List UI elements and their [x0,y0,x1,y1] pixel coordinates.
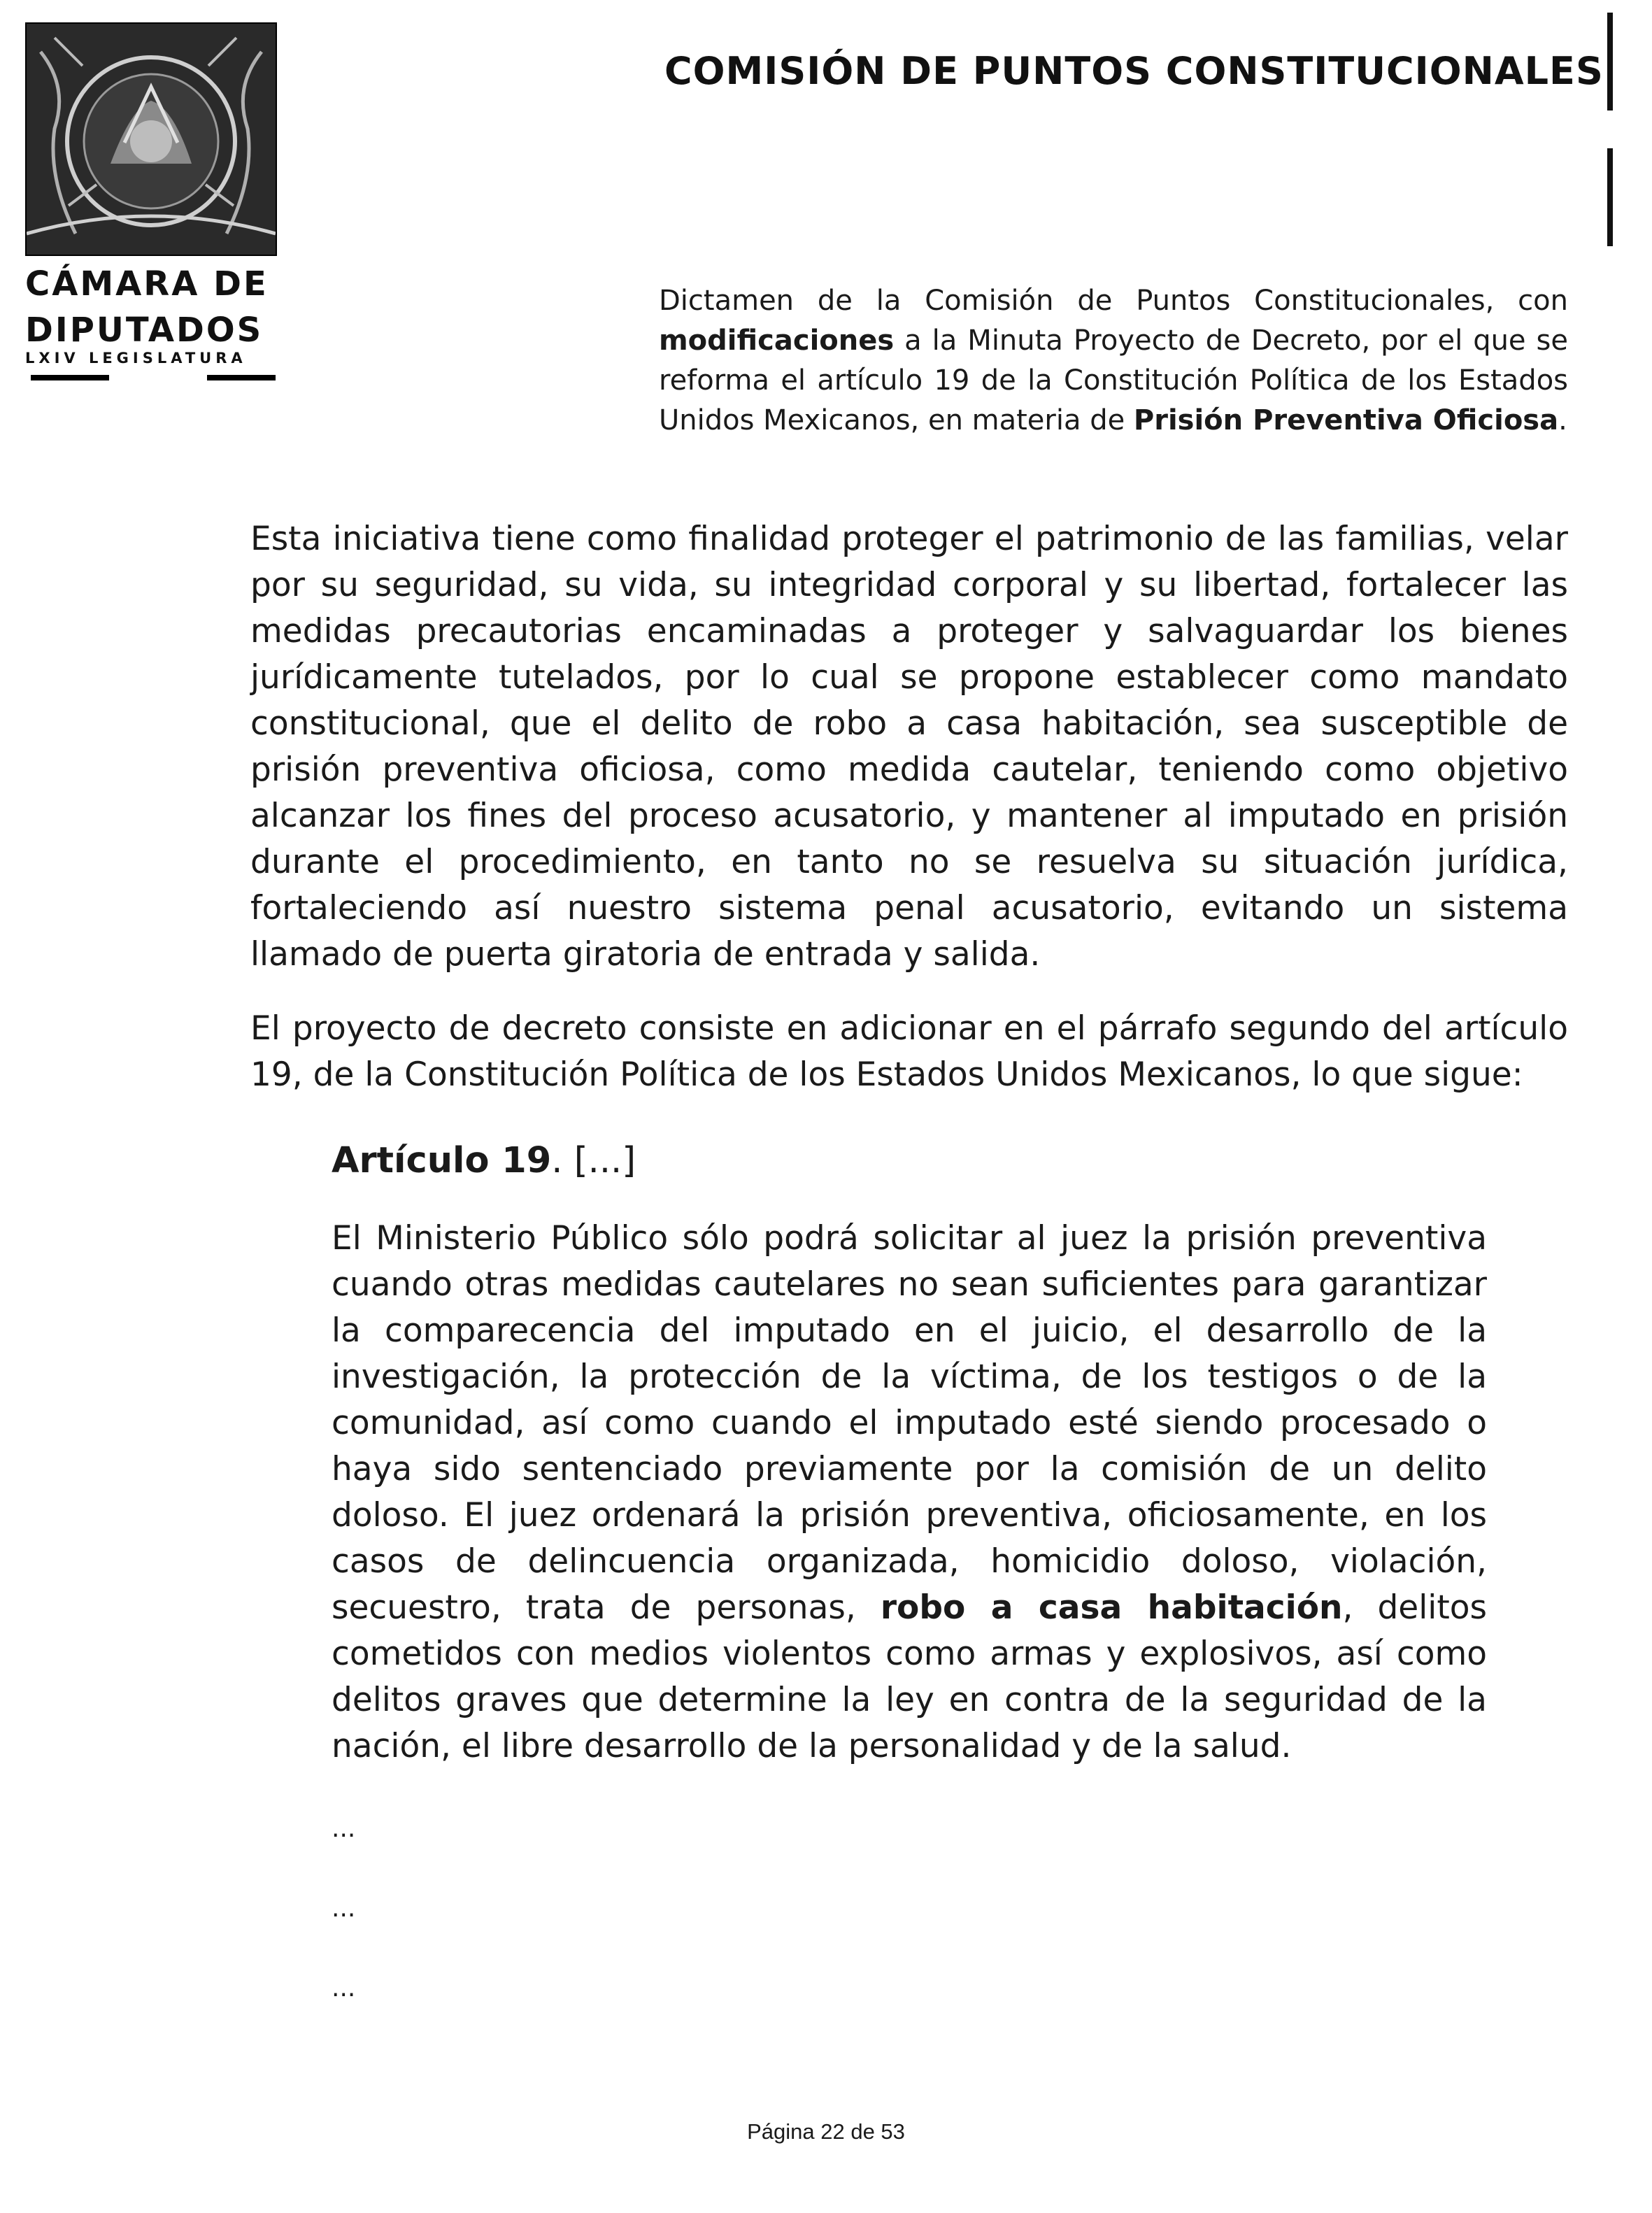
summary-text: . [1558,404,1567,436]
summary-bold-text: modificaciones [659,325,895,357]
article-text-part: , delitos cometidos con medios violentos como armas y explosivos, así como delitos graves que determine la ley en contra de la seguridad de la nación, el libre desarrollo de la personalidad y de la salud. [332,1588,1487,1765]
national-seal-icon [25,22,277,256]
body-paragraph-1: Esta iniciativa tiene como finalidad proteger el patrimonio de las familias, velar por su seguridad, su vida, su integridad corporal y su libertad, fortalecer las medidas precautorias encaminadas a proteger y salvaguardar los bienes jurídicamente tutelados, por lo cual se propone establecer como mandato constitucional, que el delito de robo a casa habitación, sea susceptible de prisión preventiva oficiosa, como medida cautelar, teniendo como objetivo alcanzar los fines del proceso acusatorio, y mantener al imputado en prisión durante el procedimiento, en tanto no se resuelva su situación jurídica, fortaleciendo así nuestro sistema penal acusatorio, evitando un sistema llamado de puerta giratoria de entrada y salida. [250,520,1568,974]
logo-bar-left [31,375,109,380]
omitted-paragraph: ... [332,1894,356,1923]
summary-text: a la Minuta Proyecto de Decreto, por el que se reforma el artículo 19 de la Constitución Política de los Estados Unidos Mexicanos, en materia de [659,325,1568,436]
article-bold-text: robo a casa habitación [880,1588,1343,1627]
article-text-part: El Ministerio Público sólo podrá solicitar al juez la prisión preventiva cuando otras medidas cautelares no sean suficientes para garantizar la comparecencia del imputado en el juicio, el desarrollo de la investigación, la protección de la víctima, de los testigos o de la comunidad, así como cuando el imputado esté siendo procesado o haya sido sentenciado previamente por la comisión de un delito doloso. El juez ordenará la prisión preventiva, oficiosamente, en los casos de delincuencia organizada, homicidio doloso, violación, secuestro, trata de personas, [332,1219,1487,1627]
document-summary [659,281,1568,441]
edge-mark [1607,148,1613,246]
article-title-rest: . [...] [551,1140,636,1181]
chamber-name-line2: DIPUTADOS [25,311,264,350]
chamber-logo [25,22,277,383]
article-title [332,1140,1487,1181]
chamber-name-line1: CÁMARA DE [25,264,269,304]
article-number: Artículo 19 [332,1140,552,1181]
edge-mark [1607,13,1613,111]
article-text [332,1216,1487,1770]
summary-text: Dictamen de la Comisión de Puntos Constitucionales, con [659,285,1568,317]
omitted-paragraph: ... [332,1974,356,2002]
legislature-label: LXIV LEGISLATURA [25,350,247,367]
omitted-paragraph: ... [332,1814,356,1843]
page-number: Página 22 de 53 [747,2119,905,2144]
logo-divider [25,373,277,383]
summary-bold-text: Prisión Preventiva Oficiosa [1133,404,1559,436]
logo-bar-right [207,375,276,380]
committee-title: COMISIÓN DE PUNTOS CONSTITUCIONALES [664,49,1604,93]
body-paragraph-2: El proyecto de decreto consiste en adicionar en el párrafo segundo del artículo 19, de la Constitución Política de los Estados Unidos Mexicanos, lo que sigue: [250,1009,1568,1094]
